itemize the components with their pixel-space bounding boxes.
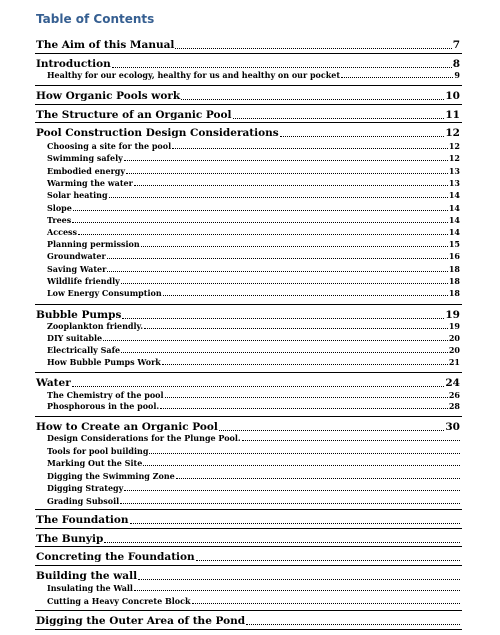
section-divider — [35, 610, 462, 611]
section-divider — [35, 416, 462, 417]
toc-page-number: 26 — [448, 390, 460, 400]
toc-entry-label: Healthy for our ecology, healthy for us and healthy on our pocket — [47, 70, 341, 80]
dot-leader — [162, 364, 448, 365]
toc-entry-label: Low Energy Consumption — [47, 288, 162, 298]
toc-entry-label: Saving Water — [47, 264, 107, 274]
dot-leader — [181, 99, 444, 100]
section-divider — [35, 629, 462, 630]
toc-entry-label: Trees — [47, 215, 72, 225]
section-divider — [35, 122, 462, 123]
toc-subentry[interactable] — [0, 153, 500, 164]
toc-page-number: 9 — [454, 70, 460, 80]
section-divider — [35, 546, 462, 547]
toc-entry-label: Zooplankton friendly. — [47, 321, 144, 331]
toc-subentry[interactable] — [0, 596, 500, 607]
toc-subentry[interactable] — [0, 483, 500, 494]
toc-page-number: 20 — [448, 345, 460, 355]
toc-entry-label: The Bunyip — [36, 533, 104, 545]
dot-leader — [103, 340, 448, 341]
section-divider — [35, 509, 462, 510]
dot-leader — [143, 465, 460, 466]
toc-subentry[interactable] — [0, 203, 500, 214]
toc-entry-label: Marking Out the Site — [47, 458, 143, 468]
toc-subentry[interactable] — [0, 239, 500, 250]
dot-leader — [134, 590, 460, 591]
toc-subentry[interactable] — [0, 215, 500, 226]
dot-leader — [144, 328, 448, 329]
toc-entry[interactable] — [0, 38, 500, 52]
dot-leader — [120, 503, 460, 504]
toc-subentry[interactable] — [0, 264, 500, 275]
dot-leader — [246, 624, 460, 625]
toc-subentry[interactable] — [0, 70, 500, 81]
dot-leader — [107, 271, 448, 272]
toc-subentry[interactable] — [0, 276, 500, 287]
toc-entry-label: Solar heating — [47, 190, 108, 200]
toc-page-number: 15 — [448, 239, 460, 249]
toc-entry[interactable] — [0, 569, 500, 583]
toc-subentry[interactable] — [0, 178, 500, 189]
toc-subentry[interactable] — [0, 357, 500, 368]
toc-subentry[interactable] — [0, 227, 500, 238]
toc-entry[interactable] — [0, 308, 500, 322]
dot-leader — [109, 197, 448, 198]
toc-page-number: 12 — [448, 141, 460, 151]
toc-entry-label: The Chemistry of the pool — [47, 390, 164, 400]
toc-page-number: 12 — [448, 153, 460, 163]
toc-entry[interactable] — [0, 550, 500, 564]
section-divider — [35, 528, 462, 529]
toc-entry-label: Digging Strategy — [47, 483, 124, 493]
toc-entry-label: Building the wall — [36, 570, 138, 582]
toc-subentry[interactable] — [0, 251, 500, 262]
toc-entry-label: Digging the Outer Area of the Pond — [36, 615, 246, 627]
toc-subentry[interactable] — [0, 583, 500, 594]
dot-leader — [73, 210, 448, 211]
toc-entry-label: How to Create an Organic Pool — [36, 421, 218, 433]
toc-subentry[interactable] — [0, 345, 500, 356]
dot-leader — [160, 408, 448, 409]
dot-leader — [172, 148, 448, 149]
section-divider — [35, 372, 462, 373]
toc-entry-label: Design Considerations for the Plunge Pool. — [47, 433, 241, 443]
toc-entry-label: Bubble Pumps — [36, 309, 122, 321]
toc-page-number: 16 — [448, 251, 460, 261]
toc-page-number: 21 — [448, 357, 460, 367]
toc-page-number: 18 — [448, 264, 460, 274]
dot-leader — [175, 48, 451, 49]
toc-entry[interactable] — [0, 532, 500, 546]
toc-entry-label: Cutting a Heavy Concrete Block — [47, 596, 191, 606]
toc-page-number: 14 — [448, 203, 460, 213]
dot-leader — [163, 295, 448, 296]
toc-page-number: 12 — [445, 127, 460, 139]
toc-page-number: 28 — [448, 401, 460, 411]
dot-leader — [124, 490, 460, 491]
dot-leader — [107, 258, 448, 259]
dot-leader — [104, 542, 460, 543]
toc-page-number: 13 — [448, 166, 460, 176]
dot-leader — [124, 160, 448, 161]
toc-entry[interactable] — [0, 420, 500, 434]
toc-entry-label: Groundwater — [47, 251, 106, 261]
toc-entry-label: Swimming safely — [47, 153, 123, 163]
section-divider — [35, 53, 462, 54]
toc-page-number: 18 — [448, 288, 460, 298]
toc-entry-label: How Bubble Pumps Work — [47, 357, 161, 367]
dot-leader — [72, 222, 448, 223]
toc-subentry[interactable] — [0, 458, 500, 469]
dot-leader — [78, 234, 448, 235]
toc-entry-label: Grading Subsoil — [47, 496, 120, 506]
dot-leader — [233, 118, 445, 119]
toc-subentry[interactable] — [0, 288, 500, 299]
toc-entry[interactable] — [0, 376, 500, 390]
toc-page-number: 18 — [448, 276, 460, 286]
dot-leader — [141, 246, 448, 247]
toc-page-number: 11 — [445, 109, 460, 121]
dot-leader — [121, 283, 448, 284]
dot-leader — [112, 67, 452, 68]
toc-subentry[interactable] — [0, 401, 500, 412]
toc-page-number: 19 — [445, 309, 460, 321]
toc-subentry[interactable] — [0, 141, 500, 152]
toc-entry[interactable] — [0, 126, 500, 140]
toc-entry-label: Phosphorous in the pool. — [47, 401, 160, 411]
toc-entry-label: Planning permission — [47, 239, 140, 249]
dot-leader — [121, 352, 448, 353]
toc-page-number: 10 — [445, 90, 460, 102]
toc-entry-label: Digging the Swimming Zone — [47, 471, 175, 481]
toc-subentry[interactable] — [0, 190, 500, 201]
toc-page-number: 7 — [452, 39, 460, 51]
dot-leader — [280, 136, 445, 137]
toc-entry-label: Embodied energy — [47, 166, 126, 176]
toc-subentry[interactable] — [0, 321, 500, 332]
toc-page-number: 30 — [445, 421, 460, 433]
dot-leader — [341, 77, 453, 78]
toc-subentry[interactable] — [0, 446, 500, 457]
dot-leader — [192, 603, 460, 604]
toc-entry-label: The Aim of this Manual — [36, 39, 175, 51]
dot-leader — [122, 318, 444, 319]
toc-entry[interactable] — [0, 513, 500, 527]
toc-entry-label: Water — [36, 377, 71, 389]
dot-leader — [219, 430, 444, 431]
toc-entry-label: Concreting the Foundation — [36, 551, 195, 563]
dot-leader — [196, 560, 460, 561]
toc-page-number: 24 — [445, 377, 460, 389]
dot-leader — [126, 173, 448, 174]
toc-entry[interactable] — [0, 89, 500, 103]
dot-leader — [149, 453, 460, 454]
toc-subentry[interactable] — [0, 333, 500, 344]
toc-entry-label: Insulating the Wall — [47, 583, 133, 593]
dot-leader — [165, 397, 448, 398]
toc-subentry[interactable] — [0, 390, 500, 401]
toc-page-number: 20 — [448, 333, 460, 343]
toc-subentry[interactable] — [0, 496, 500, 507]
toc-entry-label: Electrically Safe — [47, 345, 121, 355]
toc-subentry[interactable] — [0, 471, 500, 482]
toc-entry-label: Choosing a site for the pool — [47, 141, 172, 151]
toc-entry[interactable] — [0, 108, 500, 122]
toc-entry-label: Tools for pool building — [47, 446, 149, 456]
toc-entry-label: Access — [47, 227, 78, 237]
dot-leader — [242, 440, 460, 441]
section-divider — [35, 565, 462, 566]
section-divider — [35, 85, 462, 86]
toc-page-number: 19 — [448, 321, 460, 331]
toc-entry-label: Warming the water — [47, 178, 133, 188]
toc-page-number: 8 — [452, 58, 460, 70]
dot-leader — [130, 523, 460, 524]
section-divider — [35, 304, 462, 305]
toc-page-number: 13 — [448, 178, 460, 188]
toc-page-number: 14 — [448, 215, 460, 225]
toc-entry-label: Slope — [47, 203, 72, 213]
toc-entry-label: The Structure of an Organic Pool — [36, 109, 232, 121]
toc-subentry[interactable] — [0, 433, 500, 444]
toc-page-number: 14 — [448, 227, 460, 237]
dot-leader — [134, 185, 448, 186]
dot-leader — [138, 579, 460, 580]
toc-subentry[interactable] — [0, 166, 500, 177]
toc-entry-label: Wildlife friendly — [47, 276, 120, 286]
toc-entry[interactable] — [0, 614, 500, 628]
toc-page-number: 14 — [448, 190, 460, 200]
toc-entry-label: Introduction — [36, 58, 111, 70]
toc-title: Table of Contents — [36, 12, 155, 26]
toc-entry[interactable] — [0, 57, 500, 71]
dot-leader — [176, 478, 460, 479]
toc-entry-label: How Organic Pools work — [36, 90, 181, 102]
section-divider — [35, 104, 462, 105]
toc-entry-label: The Foundation — [36, 514, 129, 526]
toc-entry-label: Pool Construction Design Considerations — [36, 127, 279, 139]
toc-entry-label: DIY suitable — [47, 333, 103, 343]
dot-leader — [72, 386, 445, 387]
